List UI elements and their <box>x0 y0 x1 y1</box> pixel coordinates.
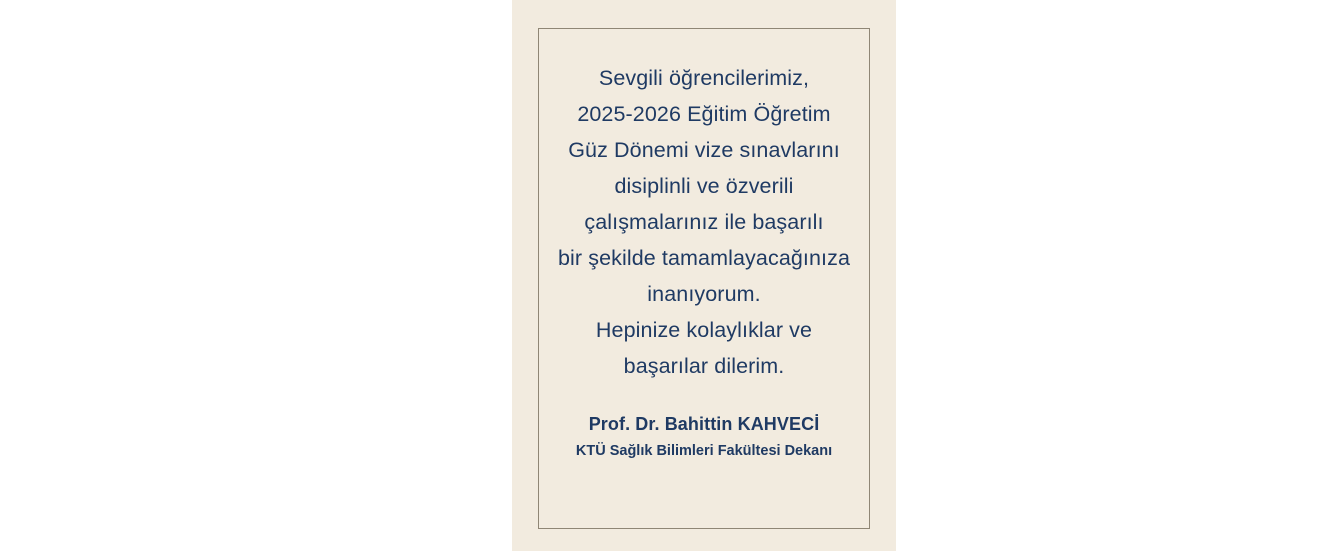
message-line: başarılar dilerim. <box>623 354 785 378</box>
message-line: Sevgili öğrencilerimiz, <box>598 66 810 90</box>
message-line: çalışmalarınız ile başarılı <box>584 210 824 234</box>
signer-title: KTÜ Sağlık Bilimleri Fakültesi Dekanı <box>575 443 833 459</box>
message-line: 2025-2026 Eğitim Öğretim <box>577 102 831 126</box>
signer-name: Prof. Dr. Bahittin KAHVECİ <box>588 414 820 434</box>
message-line: inanıyorum. <box>647 282 761 306</box>
announcement-poster <box>512 0 896 551</box>
signature-block <box>528 410 880 464</box>
poster-content <box>512 60 896 464</box>
message-line: bir şekilde tamamlayacağınıza <box>557 246 851 270</box>
message-line: disiplinli ve özverili <box>614 174 794 198</box>
message-line: Hepinize kolaylıklar ve <box>595 318 813 342</box>
message-line: Güz Dönemi vize sınavlarını <box>568 138 840 162</box>
